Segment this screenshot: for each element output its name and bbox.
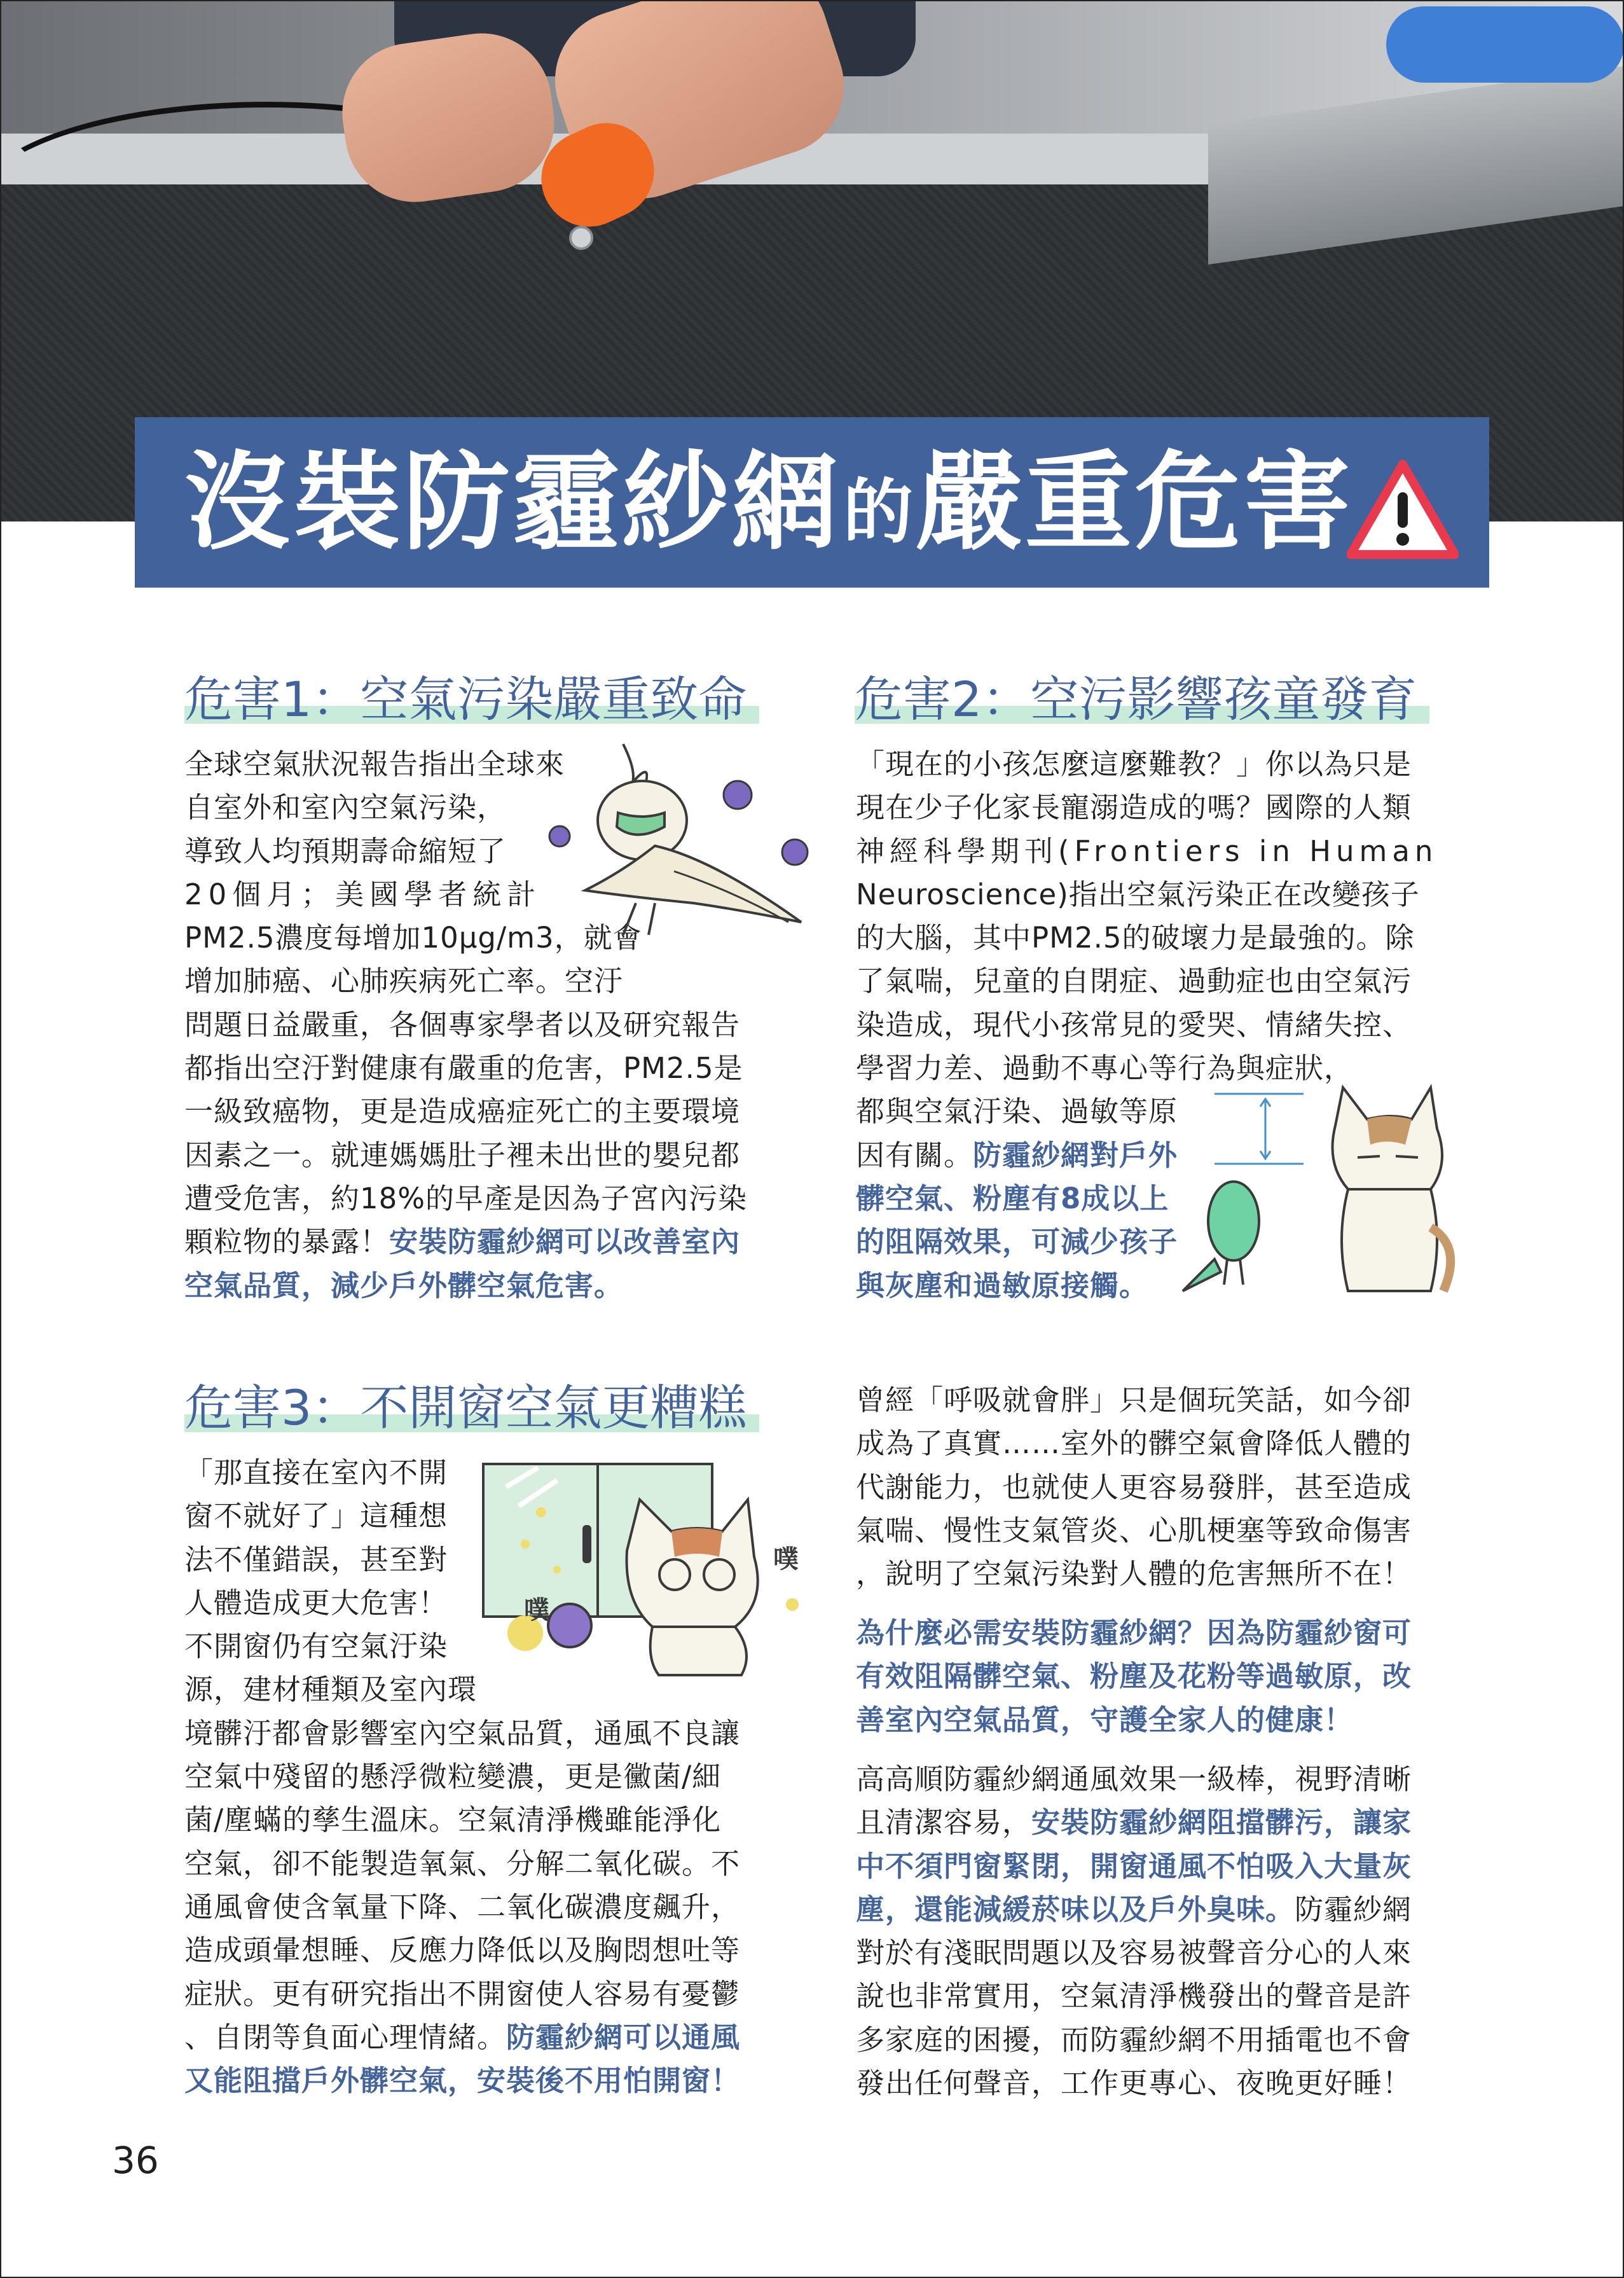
body-line: 都指出空汙對健康有嚴重的危害，PM2.5是 [184, 1051, 743, 1086]
body-line: 源，建材種類及室內環 [184, 1673, 478, 1707]
body-line: 都與空氣汙染、過敏等原 [856, 1094, 1178, 1129]
body-line-mixed: 顆粒物的暴露！安裝防霾紗網可以改善室內 [184, 1225, 741, 1259]
page-title [184, 440, 1353, 565]
body-line-mixed: 因有關。防霾紗網對戶外 [856, 1138, 1178, 1172]
sound-effect-label: 噗 [773, 1545, 799, 1574]
section4-paragraph-1 [856, 1379, 1412, 1596]
highlight-text: 有效阻隔髒空氣、粉塵及花粉等過敏原，改 [856, 1659, 1412, 1694]
body-line: 說也非常實用，空氣清淨機發出的聲音是許 [856, 1979, 1412, 2013]
body-line: 導致人均預期壽命縮短了 [184, 834, 507, 868]
highlight-text: 與灰塵和過敏原接觸。 [856, 1268, 1149, 1302]
body-line: 境髒汙都會影響室內空氣品質，通風不良讓 [184, 1716, 741, 1750]
body-line: 菌/塵蟎的孳生溫床。空氣清淨機雖能淨化 [184, 1803, 722, 1837]
body-line: 增加肺癌、心肺疾病死亡率。空汙 [184, 964, 624, 998]
body-line: 氣喘、慢性支氣管炎、心肌梗塞等致命傷害 [856, 1513, 1412, 1547]
highlight-text: 空氣品質，減少戶外髒空氣危害。 [184, 1268, 624, 1302]
body-line: 問題日益嚴重，各個專家學者以及研究報告 [184, 1007, 741, 1042]
section1-heading: 危害1：空氣污染嚴重致命 [184, 669, 747, 730]
highlight-text: 防霾紗網可以通風 [506, 2020, 741, 2054]
parakeet-and-cat-illustration [1176, 1068, 1469, 1304]
masked-bird-illustration [547, 731, 814, 960]
page-number: 36 [112, 2139, 159, 2182]
body-line: 的大腦，其中PM2.5的破壞力是最強的。除 [856, 921, 1415, 955]
body-line: 症狀。更有研究指出不開窗使人容易有憂鬱 [184, 1977, 741, 2011]
title-part-1: 沒裝防霾紗網 [184, 440, 841, 565]
body-line: 不開窗仍有空氣汙染 [184, 1629, 448, 1664]
body-line: 空氣中殘留的懸浮微粒變濃，更是黴菌/細 [184, 1760, 722, 1794]
body-line: 因素之一。就連媽媽肚子裡未出世的嬰兒都 [184, 1138, 741, 1172]
highlight-text: 髒空氣、粉塵有8成以上 [856, 1181, 1169, 1215]
body-line: 「現在的小孩怎麼這麼難教？」你以為只是 [856, 747, 1412, 781]
body-line-mixed: 、自閉等負面心理情緒。防霾紗網可以通風 [184, 2020, 741, 2054]
highlight-text: 善室內空氣品質，守護全家人的健康！ [856, 1702, 1354, 1737]
body-line: 通風會使含氧量下降、二氧化碳濃度飆升， [184, 1889, 741, 1924]
body-line: 20個月；美國學者統計 [184, 877, 542, 911]
section2-heading: 危害2：空污影響孩童發育 [855, 669, 1417, 730]
body-line: 「那直接在室內不開 [184, 1456, 448, 1489]
body-line: 曾經「呼吸就會胖」只是個玩笑話，如今卻 [856, 1383, 1412, 1417]
title-connector: 的 [843, 471, 913, 553]
highlight-text: 安裝防霾紗網阻擋髒污，讓家 [1031, 1805, 1412, 1840]
body-line: 遭受危害，約18%的早產是因為子宮內污染 [184, 1181, 748, 1215]
body-line: 法不僅錯誤，甚至對 [184, 1542, 448, 1577]
body-line: 成為了真實……室外的髒空氣會降低人體的 [856, 1426, 1412, 1461]
body-line: 人體造成更大危害！ [184, 1585, 448, 1620]
section4-paragraph-2 [856, 1612, 1412, 1742]
section4-paragraph-3 [856, 1758, 1412, 2105]
body-line: 一級致癌物，更是造成癌症死亡的主要環境 [184, 1094, 741, 1129]
photo-blue-roll [1386, 6, 1624, 83]
body-line: 高高順防霾紗網通風效果一級棒，視野清晰 [856, 1762, 1412, 1796]
body-line: 代謝能力，也就使人更容易發胖，甚至造成 [856, 1470, 1412, 1504]
highlight-text: 又能阻擋戶外髒空氣，安裝後不用怕開窗！ [184, 2064, 741, 2098]
body-line: 了氣喘，兒童的自閉症、過動症也由空氣污 [856, 964, 1412, 998]
body-line: ，說明了空氣污染對人體的危害無所不在！ [856, 1557, 1412, 1591]
highlight-text: 中不須門窗緊閉，開窗通風不怕吸入大量灰 [856, 1849, 1412, 1883]
body-line: Neuroscience)指出空氣污染正在改變孩子 [856, 877, 1420, 911]
body-line: 多家庭的困擾，而防霾紗網不用插電也不會 [856, 2022, 1412, 2057]
highlight-text: 安裝防霾紗網可以改善室內 [389, 1225, 741, 1259]
body-line: 空氣，卻不能製造氧氣、分解二氧化碳。不 [184, 1846, 741, 1881]
body-line: 自室外和室內空氣污染， [184, 790, 507, 825]
body-line: 窗不就好了」這種想 [184, 1499, 448, 1533]
highlight-text: 防霾紗網對戶外 [973, 1138, 1178, 1172]
highlight-text: 為什麼必需安裝防霾紗網？因為防霾紗窗可 [856, 1616, 1412, 1650]
title-part-2: 嚴重危害 [916, 440, 1353, 565]
body-line: 現在少子化家長寵溺造成的嗎？國際的人類 [856, 790, 1412, 825]
body-line: PM2.5濃度每增加10µg/m3，就會 [184, 921, 642, 955]
body-line: 全球空氣狀況報告指出全球來 [184, 747, 565, 781]
body-line: 發出任何聲音，工作更專心、夜晚更好睡！ [856, 2066, 1412, 2101]
body-line: 染造成，現代小孩常見的愛哭、情緒失控、 [856, 1007, 1412, 1042]
body-line: 造成頭暈想睡、反應力降低以及胸悶想吐等 [184, 1933, 741, 1968]
sound-effect-label: 噗 [524, 1596, 550, 1625]
body-line-mixed: 塵，還能減緩菸味以及戶外臭味。防霾紗網 [856, 1892, 1412, 1926]
body-line: 學習力差、過動不專心等行為與症狀， [856, 1051, 1354, 1086]
body-line: 神經科學期刊(Frontiers in Human [856, 834, 1438, 868]
body-line: 對於有淺眠問題以及容易被聲音分心的人來 [856, 1936, 1412, 1970]
section3-heading: 危害3：不開窗空氣更糟糕 [184, 1377, 747, 1439]
body-line-mixed: 且清潔容易，安裝防霾紗網阻擋髒污，讓家 [856, 1805, 1412, 1840]
warning-triangle-icon [1347, 459, 1459, 561]
highlight-text: 的阻隔效果，可減少孩子 [856, 1225, 1178, 1259]
photo-cutter-rivet [569, 226, 593, 250]
cat-by-window-illustration [481, 1461, 799, 1678]
highlight-text: 塵，還能減緩菸味以及戶外臭味。 [856, 1892, 1295, 1926]
